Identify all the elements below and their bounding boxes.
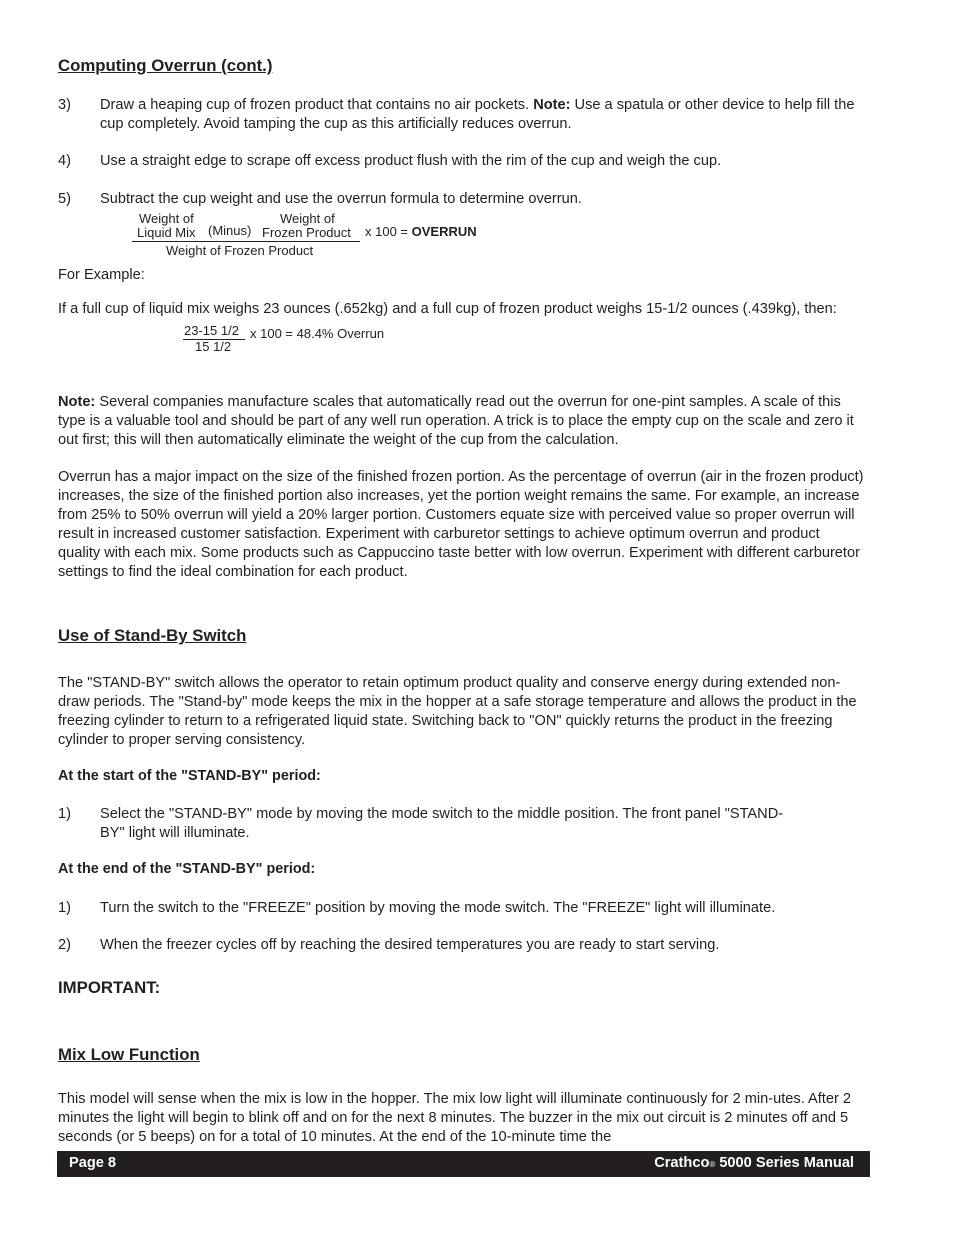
start-period-heading: At the start of the "STAND-BY" period:: [58, 768, 321, 784]
formula-times: x 100 =: [365, 224, 412, 239]
for-example-label: For Example:: [58, 267, 145, 283]
example-numerator: 23-15 1/2: [184, 323, 239, 338]
step-text: When the freezer cycles off by reaching the desired temperatures you are ready to start serving.: [100, 937, 720, 953]
formula-overrun: OVERRUN: [411, 224, 477, 239]
step-text: Select the "STAND-BY" mode by moving the mode switch to the middle position. The front panel "STAND-BY" light will illuminate.: [100, 806, 784, 841]
step-text: Turn the switch to the "FREEZE" position by moving the mode switch. The "FREEZE" light will illuminate.: [100, 900, 776, 916]
example-text: If a full cup of liquid mix weighs 23 ounces (.652kg) and a full cup of frozen product weighs 15-1/2 ounces (.439kg), then:: [58, 301, 837, 317]
registered-mark: ®: [709, 1160, 716, 1169]
section-heading-computing-overrun: Computing Overrun (cont.): [58, 56, 273, 75]
formula-minus: (Minus): [208, 223, 252, 238]
page-footer: [57, 1151, 870, 1177]
manual-name: 5000 Series Manual: [715, 1155, 854, 1171]
formula-liquid-top: Weight of: [139, 211, 194, 226]
step-text: Subtract the cup weight and use the overrun formula to determine overrun.: [100, 191, 582, 207]
mix-low-paragraph: This model will sense when the mix is low in the hopper. The mix low light will illuminate continuously for 2 min-utes. After 2 minutes the light will begin to blink off and on for the next 8 minutes. The buzzer in the mix out circuit is 2 minutes off and 5 seconds (or 5 beeps) on for a total of 10 minutes. At the end of the 10-minute time the: [58, 1091, 852, 1145]
note-text: Several companies manufacture scales that automatically read out the overrun for one-pint samples. A scale of this type is a valuable tool and should be part of any well run operation. A trick is to place the empty cup on the scale and zero it out first; this will then automatically eliminate the weight of the cup from the calculation.: [58, 394, 854, 448]
important-label: IMPORTANT:: [58, 978, 161, 997]
page-number: Page 8: [69, 1155, 117, 1171]
step-number: 1): [58, 900, 71, 916]
step-text: [100, 96, 860, 134]
overrun-paragraph: Overrun has a major impact on the size of the finished frozen portion. As the percentage of overrun (air in the frozen product) increases, the size of the finished portion also increases, yet the portion weight remains the same. For example, an increase from 25% to 50% overrun will yield a 20% larger portion. Customers equate size with perceived value so proper overrun will result in increased customer satisfaction. Experiment with carburetor settings to achieve optimum overrun and product quality with each mix. Some products such as Cappuccino taste better with low overrun. Experiment with different carburetor settings to find the ideal combination for each product.: [58, 469, 864, 580]
formula-result: [365, 225, 477, 239]
fraction-bar: [132, 241, 360, 242]
section-heading-mix-low: Mix Low Function: [58, 1045, 200, 1064]
note-label: Note:: [533, 97, 571, 113]
formula-frozen-top: Weight of: [280, 211, 335, 226]
formula-denominator: Weight of Frozen Product: [166, 243, 314, 258]
step-number: 5): [58, 191, 71, 207]
step-number: 2): [58, 937, 71, 953]
stand-by-intro: The "STAND-BY" switch allows the operator to retain optimum product quality and conserve energy during extended non-draw periods. The "Stand-by" mode keeps the mix in the hopper at a safe storage temperature and allows the product in the freezing cylinder to return to a refrigerated liquid state. Switching back to "ON" quickly returns the product in the freezing cylinder to proper serving consistency.: [58, 675, 857, 748]
step-text-rest: Use a spatula or other device to help fill the cup completely. Avoid tamping the cup as this artificially reduces overrun.: [100, 97, 855, 132]
step-number: 3): [58, 97, 71, 113]
end-period-heading: At the end of the "STAND-BY" period:: [58, 861, 316, 877]
brand-name: Crathco: [654, 1155, 710, 1171]
note-label: Note:: [58, 394, 96, 410]
formula-liquid-bottom: Liquid Mix: [137, 225, 196, 240]
manual-title: [654, 1155, 854, 1171]
step-number: 4): [58, 153, 71, 169]
section-heading-stand-by: Use of Stand-By Switch: [58, 626, 247, 645]
step-text: Use a straight edge to scrape off excess product flush with the rim of the cup and weigh the cup.: [100, 153, 722, 169]
example-result: x 100 = 48.4% Overrun: [250, 326, 385, 341]
note-paragraph: [58, 393, 864, 450]
step-number: 1): [58, 806, 71, 822]
step-text-lead: Draw a heaping cup of frozen product that contains no air pockets.: [100, 97, 534, 113]
example-denominator: 15 1/2: [195, 339, 232, 354]
formula-frozen-bottom: Frozen Product: [262, 225, 351, 240]
